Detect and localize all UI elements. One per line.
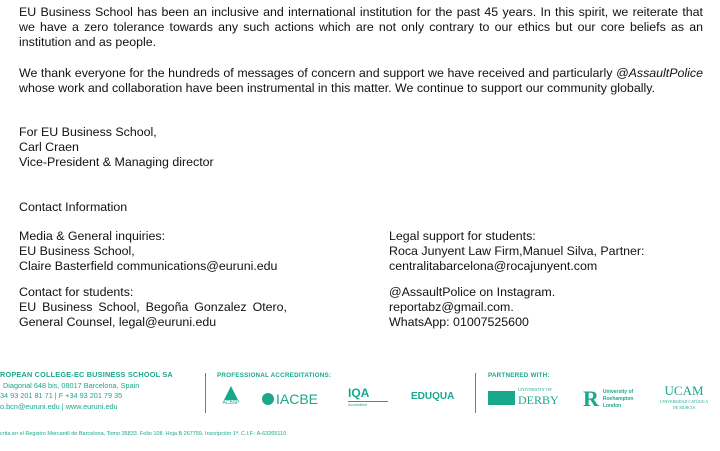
eduqua-logo: EDUQUA <box>411 391 455 402</box>
line: EU Business School, <box>19 244 135 258</box>
line: UNIVERSIDAD CATÓLICA <box>660 399 709 404</box>
signer-name: Carl Craen <box>19 140 79 154</box>
line: Legal support for students: <box>389 229 536 243</box>
paragraph-thanks <box>19 66 703 96</box>
text: We thank everyone for the hundreds of messages of concern and support we have received and particularly <box>19 66 617 80</box>
iacbe-text: IACBE <box>276 391 319 407</box>
paragraph-inclusion: EU Business School has been an inclusive and international institution for the past 45 years. In this spirit, we reiterate that we have a zero tolerance towards any such actions which are not only contrary to our ethics but our core beliefs as an institution and as people. <box>19 5 703 49</box>
line: centralitabarcelona@rocajunyent.com <box>389 259 598 273</box>
line: EU Business School, Begoña Gonzalez Otero, <box>19 300 287 314</box>
company-name: ROPEAN COLLEGE-EC BUSINESS SCHOOL SA <box>0 370 173 379</box>
address: Diagonal 648 bis, 08017 Barcelona, Spain <box>3 380 140 390</box>
media-contact <box>19 229 277 274</box>
divider <box>205 373 206 413</box>
partners-heading: PARTNERED WITH: <box>488 372 550 379</box>
line: General Counsel, legal@euruni.edu <box>19 315 217 329</box>
line: DE MURCIA <box>672 405 696 410</box>
line: Roehampton <box>602 395 634 402</box>
line: Contact for students: <box>19 285 134 299</box>
iacbe-logo <box>262 391 318 407</box>
line: Roca Junyent Law Firm,Manuel Silva, Partner: <box>389 244 645 258</box>
line: WhatsApp: 01007525600 <box>389 315 529 329</box>
globe-icon <box>262 393 274 405</box>
r-icon: R <box>583 386 599 411</box>
footer-company-info <box>0 370 173 412</box>
line: Claire Basterfield communications@euruni.edu <box>19 259 278 273</box>
line: @AssaultPolice on Instagram. <box>389 285 556 299</box>
registry-text: crita en el Registro Mercantil de Barcelona, Tomo 35833. Folio 108. Hoja B 267759. Inscripción 1ª. C.I.F.: A-63265110 <box>0 431 287 437</box>
student-contact <box>19 285 287 330</box>
mountains-icon <box>488 391 515 405</box>
derby-logo <box>488 387 559 408</box>
line: London <box>602 402 622 409</box>
derby-text: DERBY <box>518 393 559 407</box>
divider <box>475 373 476 413</box>
accreditations-heading: PROFESSIONAL ACCREDITATIONS: <box>217 372 332 379</box>
ucam-text: UCAM <box>664 383 704 398</box>
signoff <box>19 125 214 170</box>
signer-title: Vice-President & Managing director <box>19 155 214 169</box>
iqa-logo <box>348 386 388 408</box>
line: Media & General inquiries: <box>19 229 166 243</box>
phone: 34 93 201 81 71 | F +34 93 201 79 35 <box>0 391 123 400</box>
acbsp-text: ACBSP <box>222 400 240 406</box>
line: University of <box>602 388 634 395</box>
text: whose work and collaboration have been instrumental in this matter. We continue to support our community globally. <box>19 81 655 95</box>
signoff-line: For EU Business School, <box>19 125 157 139</box>
line: reportabz@gmail.com. <box>389 300 514 314</box>
triangle-icon <box>224 386 238 400</box>
iqa-text: IQA <box>348 386 388 402</box>
email-web: o.bcn@euruni.edu | www.euruni.edu <box>0 401 118 411</box>
contact-heading: Contact Information <box>19 200 128 214</box>
handle-link: @AssaultPolice <box>616 66 703 80</box>
derby-small: UNIVERSITY OF <box>518 387 552 392</box>
legal-contact <box>389 229 645 274</box>
roehampton-logo <box>583 386 633 412</box>
ucam-logo <box>660 383 708 411</box>
iqa-sub: Accredited <box>348 402 367 407</box>
acbsp-logo <box>218 386 244 407</box>
instagram-contact <box>389 285 555 330</box>
